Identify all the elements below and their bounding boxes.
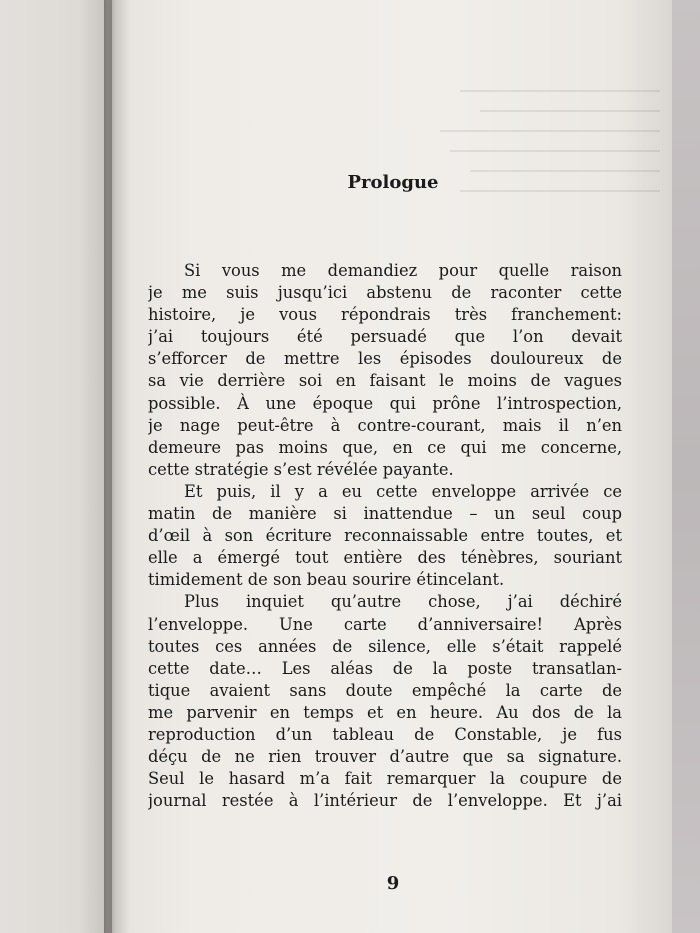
text-line: Plus inquiet qu’autre chose, j’ai déchiré: [184, 592, 622, 612]
text-line: d’œil à son écriture reconnaissable entre toutes, et: [148, 526, 622, 546]
text-line: toutes ces années de silence, elle s’était rappelé: [148, 636, 622, 656]
text-line: matin de manière si inattendue – un seul coup: [148, 504, 622, 524]
chapter-heading: Prologue: [347, 172, 439, 193]
text-line: l’enveloppe. Une carte d’anniversaire! Après: [148, 614, 622, 634]
text-line: elle a émergé tout entière des ténèbres, souriant: [148, 548, 622, 568]
text-line: histoire, je vous répondrais très franchement:: [148, 305, 622, 325]
show-through-text: [430, 90, 670, 250]
text-line: timidement de son beau sourire étincelant.: [148, 570, 505, 590]
show-through-line: [460, 90, 660, 92]
text-line: s’efforcer de mettre les épisodes douloureux de: [148, 349, 622, 369]
text-line: possible. À une époque qui prône l’introspection,: [148, 393, 622, 413]
show-through-line: [450, 150, 660, 152]
text-line: cette date… Les aléas de la poste transatlan-: [148, 658, 622, 678]
text-line: sa vie derrière soi en faisant le moins de vagues: [148, 371, 622, 391]
background-surface: [672, 0, 700, 933]
text-line: déçu de ne rien trouver d’autre que sa signature.: [148, 747, 622, 767]
book-gutter-shadow: [104, 0, 130, 933]
left-page-edge: [0, 0, 112, 933]
text-line: cette stratégie s’est révélée payante.: [148, 459, 454, 479]
text-line: je nage peut-être à contre-courant, mais il n’en: [148, 415, 622, 435]
text-line: Seul le hasard m’a fait remarquer la coupure de: [148, 769, 622, 789]
text-line: Si vous me demandiez pour quelle raison: [184, 261, 622, 280]
page-number: 9: [386, 873, 400, 894]
text-line: j’ai toujours été persuadé que l’on devait: [148, 327, 622, 347]
body-text: [148, 260, 622, 812]
paragraph-1: [148, 260, 622, 481]
paragraph-3: [148, 591, 622, 812]
text-line: me parvenir en temps et en heure. Au dos de la: [148, 702, 622, 722]
show-through-line: [440, 130, 660, 132]
text-line: je me suis jusqu’ici abstenu de raconter cette: [148, 283, 622, 303]
show-through-line: [480, 110, 660, 112]
paragraph-2: [148, 481, 622, 591]
text-line: tique avaient sans doute empêché la carte de: [148, 680, 622, 700]
text-line: journal restée à l’intérieur de l’enveloppe. Et j’ai: [148, 791, 622, 811]
text-line: demeure pas moins que, en ce qui me concerne,: [148, 437, 622, 457]
text-line: reproduction d’un tableau de Constable, je fus: [148, 724, 622, 744]
text-line: Et puis, il y a eu cette enveloppe arrivée ce: [184, 481, 622, 501]
